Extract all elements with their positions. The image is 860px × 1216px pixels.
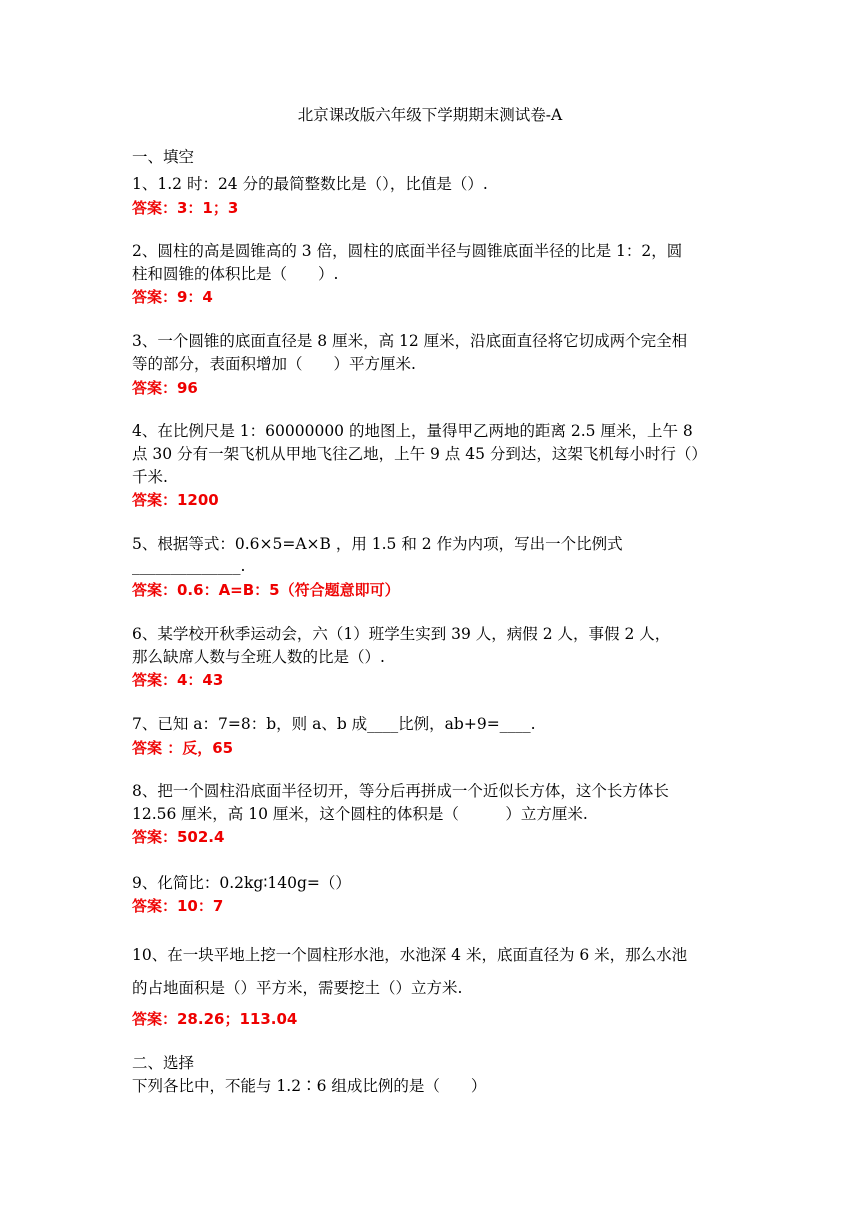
choice-question-1: 下列各比中，不能与 1.2∶6 组成比例的是（ ） xyxy=(132,1077,487,1095)
question-7: 7、已知 a：7=8：b，则 a、b 成____比例，ab+9=____. xyxy=(132,715,536,733)
answer-3: 答案：96 xyxy=(132,379,198,397)
question-10-line-2: 的占地面积是（）平方米，需要挖土（）立方米. xyxy=(132,979,463,997)
question-8-line-1: 8、把一个圆柱沿底面半径切开，等分后再拼成一个近似长方体，这个长方体长 xyxy=(132,782,669,800)
question-6-line-2: 那么缺席人数与全班人数的比是（）. xyxy=(132,648,385,666)
question-10-line-1: 10、在一块平地上挖一个圆柱形水池，水池深 4 米，底面直径为 6 米，那么水池 xyxy=(132,946,688,964)
question-4-line-1: 4、在比例尺是 1：60000000 的地图上，量得甲乙两地的距离 2.5 厘米，上午 8 xyxy=(132,422,693,440)
question-1: 1、1.2 时：24 分的最简整数比是（），比值是（）. xyxy=(132,175,488,193)
question-4-line-3: 千米. xyxy=(132,468,168,486)
answer-10: 答案：28.26；113.04 xyxy=(132,1010,298,1028)
question-8-line-2: 12.56 厘米，高 10 厘米，这个圆柱的体积是（ ）立方厘米. xyxy=(132,805,588,823)
answer-8: 答案：502.4 xyxy=(132,828,225,846)
question-2-line-2: 柱和圆锥的体积比是（ ）. xyxy=(132,265,339,283)
question-6-line-1: 6、某学校开秋季运动会，六（1）班学生实到 39 人，病假 2 人，事假 2 人， xyxy=(132,625,671,643)
question-9: 9、化简比：0.2kg∶140g=（） xyxy=(132,874,351,892)
answer-1: 答案：3：1；3 xyxy=(132,199,239,217)
section-heading-fill-blank: 一、填空 xyxy=(132,148,195,166)
answer-5: 答案：0.6：A=B：5（符合题意即可） xyxy=(132,581,400,599)
section-heading-choice: 二、选择 xyxy=(132,1054,195,1072)
question-3-line-1: 3、一个圆锥的底面直径是 8 厘米，高 12 厘米，沿底面直径将它切成两个完全相 xyxy=(132,332,688,350)
document-title: 北京课改版六年级下学期期末测试卷-A xyxy=(297,106,563,124)
answer-7: 答案 ：反，65 xyxy=(132,739,234,757)
answer-9: 答案：10：7 xyxy=(132,897,224,915)
answer-4: 答案：1200 xyxy=(132,491,219,509)
question-4-line-2: 点 30 分有一架飞机从甲地飞往乙地，上午 9 点 45 分到达，这架飞机每小时行（） xyxy=(132,445,707,463)
answer-2: 答案：9：4 xyxy=(132,288,213,306)
answer-6: 答案：4：43 xyxy=(132,671,224,689)
question-5-line-1: 5、根据等式：0.6×5=A×B ，用 1.5 和 2 作为内项，写出一个比例式 xyxy=(132,535,623,553)
question-2-line-1: 2、圆柱的高是圆锥高的 3 倍，圆柱的底面半径与圆锥底面半径的比是 1：2，圆 xyxy=(132,242,683,260)
question-3-line-2: 等的部分，表面积增加（ ）平方厘米. xyxy=(132,355,416,373)
question-5-blank: ______________. xyxy=(132,557,246,575)
